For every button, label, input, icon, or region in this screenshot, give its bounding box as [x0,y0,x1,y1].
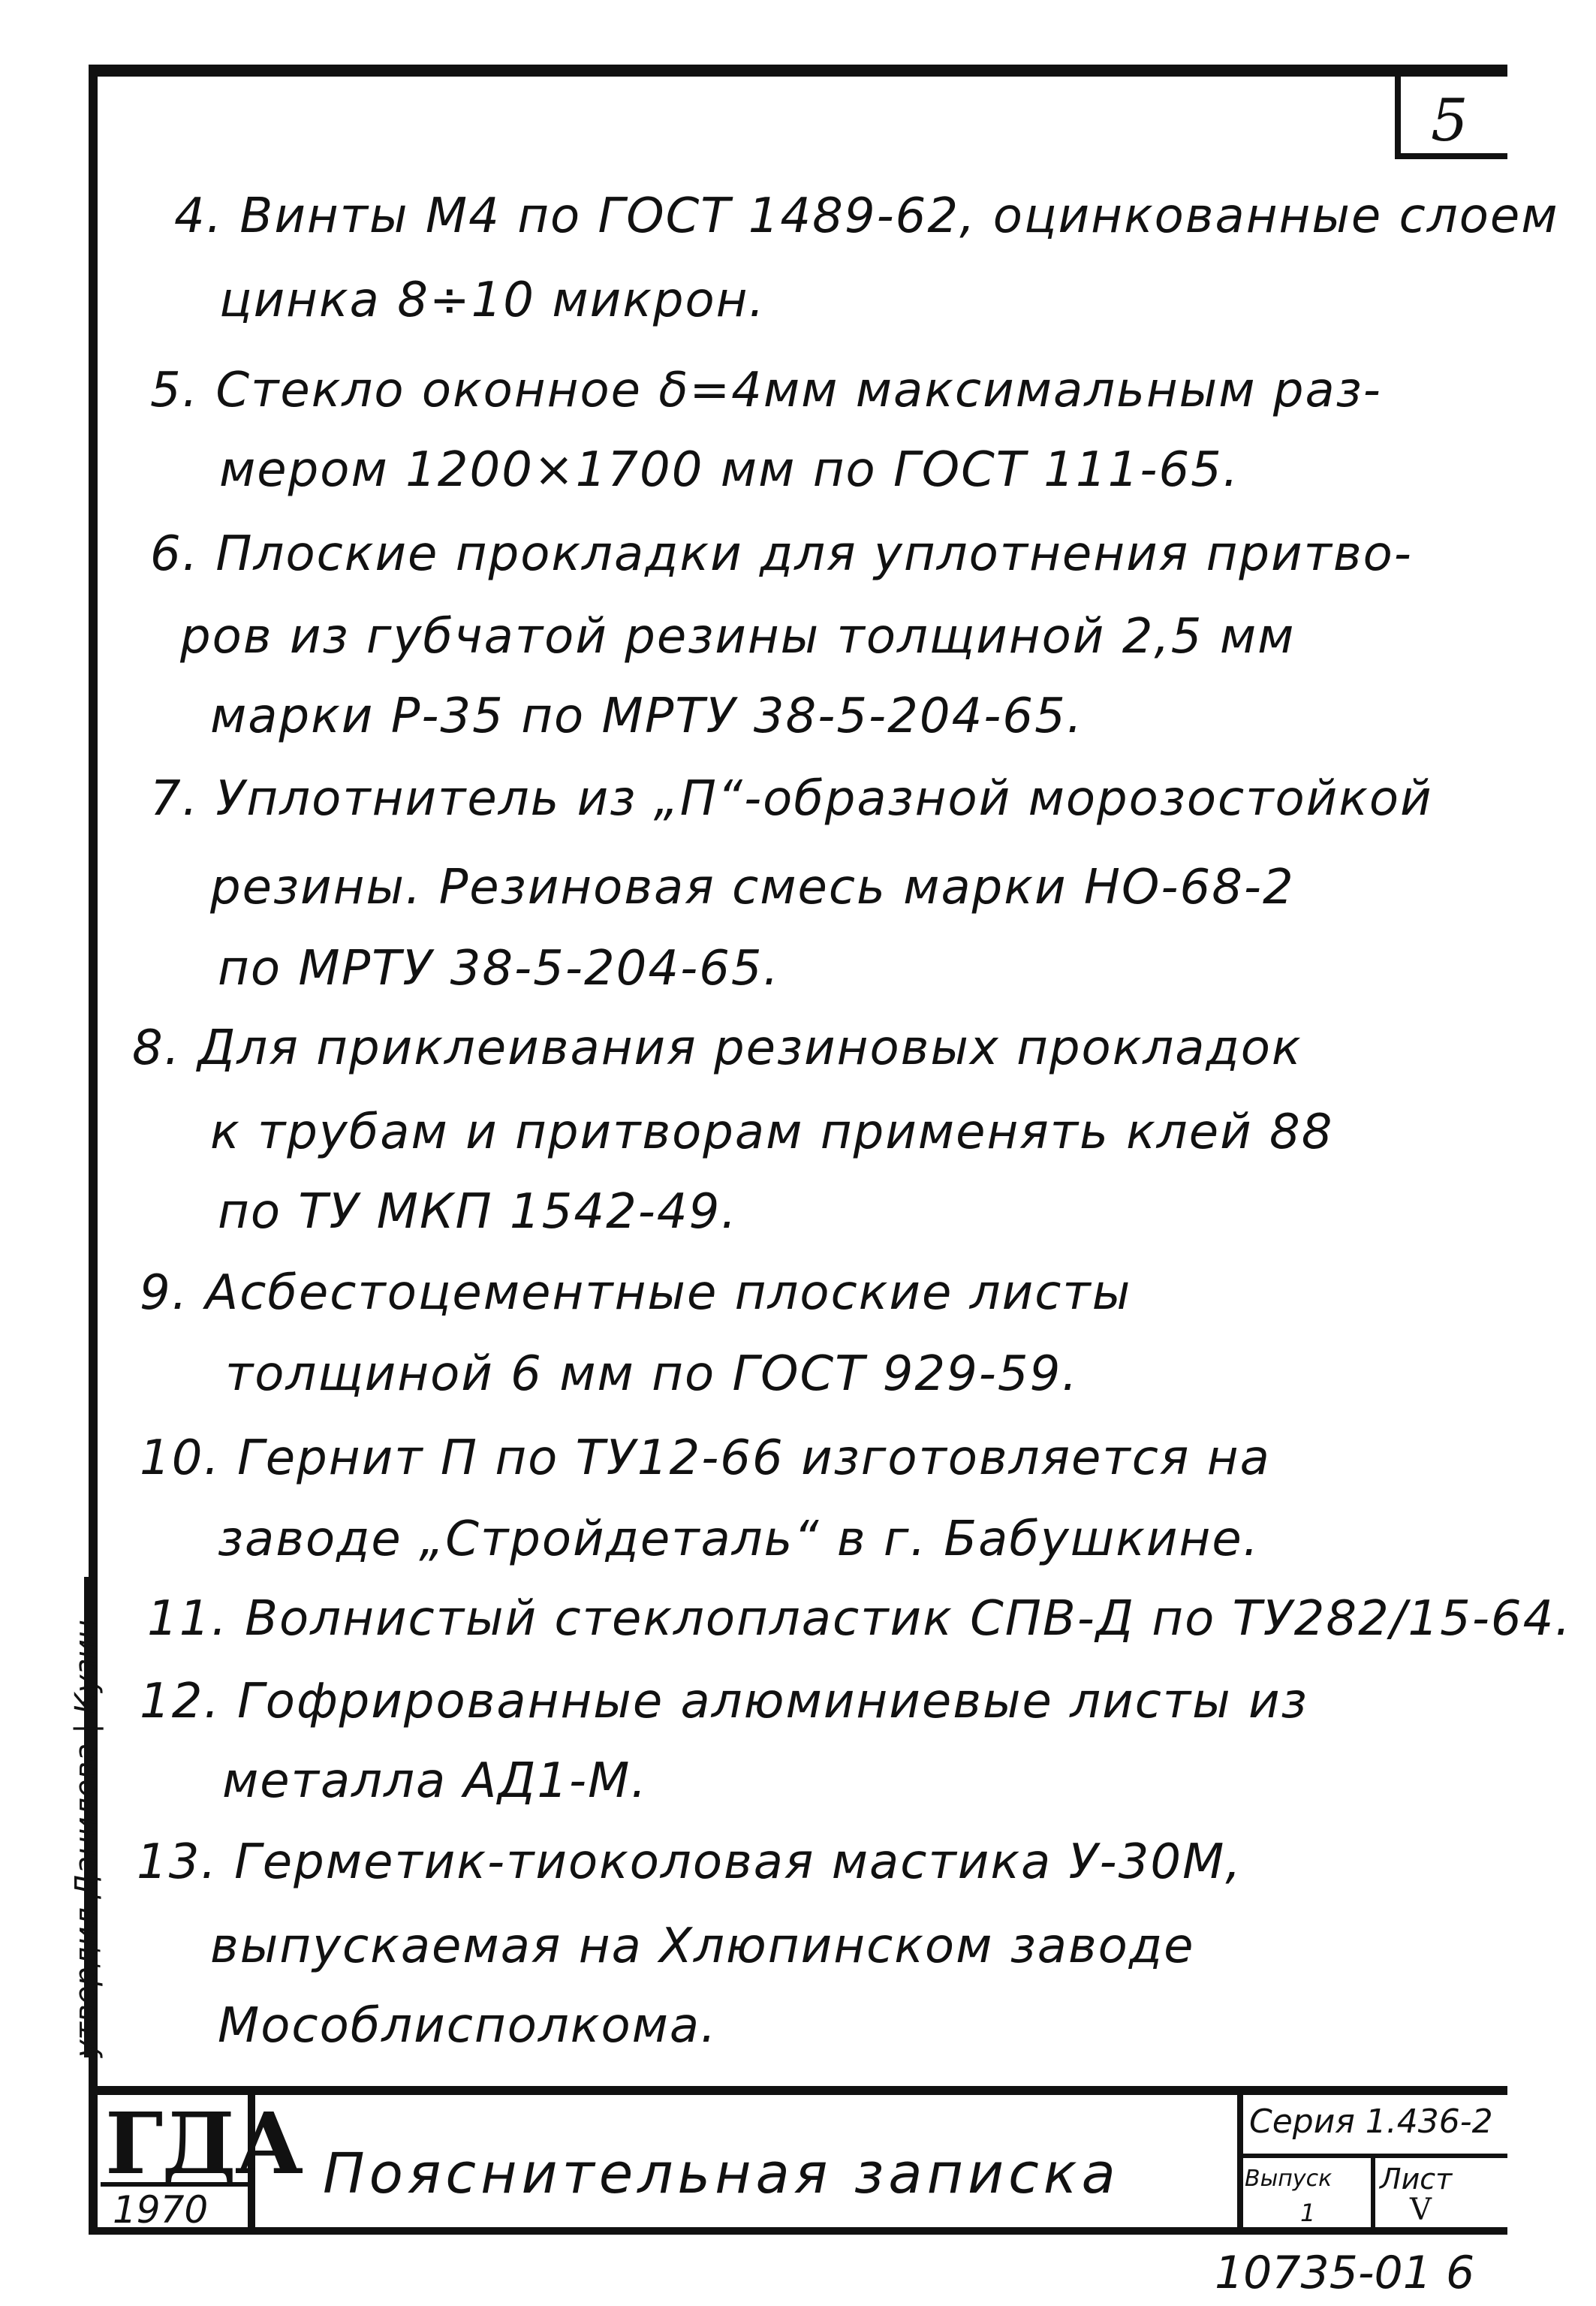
stamp-series: Серия 1.436-2 [1249,2103,1493,2141]
note-line: по МРТУ 38-5-204-65. [218,941,780,996]
note-line: 6. Плоские прокладки для уплотнения притво- [150,526,1413,582]
stamp-issue-value: 1 [1300,2199,1316,2227]
note-line: заводе „Стройдеталь“ в г. Бабушкине. [218,1512,1260,1567]
note-line: выпускаемая на Хлюпинском заводе [210,1919,1195,1974]
note-line: резины. Резиновая смесь марки НО-68-2 [210,860,1295,915]
note-line: 10. Гернит П по ТУ12-66 изготовляется на [140,1430,1271,1486]
note-line: 12. Гофрированные алюминиевые листы из [140,1674,1308,1729]
note-line: 13. Герметик-тиоколовая мастика У-30М, [137,1834,1242,1890]
frame-top-border [89,65,1507,77]
sheet-number: 5 [1431,87,1468,155]
stamp-bottom-border [89,2227,1507,2235]
stamp-organization: ГДА [105,2095,303,2193]
note-line: по ТУ МКП 1542-49. [218,1184,738,1240]
stamp-top-border [89,2086,1507,2095]
stamp-divider [1237,2154,1507,2158]
stamp-title: Пояснительная записка [323,2142,1120,2206]
stamp-year: 1970 [113,2188,209,2232]
stamp-sheet-label: Лист [1380,2163,1453,2196]
stamp-sheet-value: V [1410,2193,1432,2227]
note-line: марки Р-35 по МРТУ 38-5-204-65. [210,689,1084,744]
signatures: утвердил Данилова | Кузин [69,1620,104,2057]
note-line: 9. Асбестоцементные плоские листы [140,1265,1132,1321]
stamp-divider [1371,2158,1375,2230]
note-line: цинка 8÷10 микрон. [219,273,766,328]
note-line: 8. Для приклеивания резиновых прокладок [132,1020,1302,1076]
note-line: 4. Винты М4 по ГОСТ 1489-62, оцинкованные слоем [174,188,1559,244]
note-line: к трубам и притворам применять клей 88 [210,1105,1334,1160]
note-line: 5. Стекло оконное δ=4мм максимальным раз- [150,363,1382,418]
note-line: 11. Волнистый стеклопластик СПВ-Д по ТУ282/15-64. [147,1591,1572,1647]
note-line: мером 1200×1700 мм по ГОСТ 111-65. [219,442,1240,498]
stamp-issue-label: Выпуск [1245,2166,1333,2192]
note-line: Мособлисполкома. [218,1998,718,2054]
note-line: металла АД1-М. [222,1753,648,1809]
archive-number: 10735-01 6 [1215,2247,1475,2299]
stamp-divider [1237,2086,1243,2235]
note-line: ров из губчатой резины толщиной 2,5 мм [180,609,1296,665]
note-line: толщиной 6 мм по ГОСТ 929-59. [225,1346,1079,1402]
note-line: 7. Уплотнитель из „П“-образной морозостойкой [150,771,1433,827]
